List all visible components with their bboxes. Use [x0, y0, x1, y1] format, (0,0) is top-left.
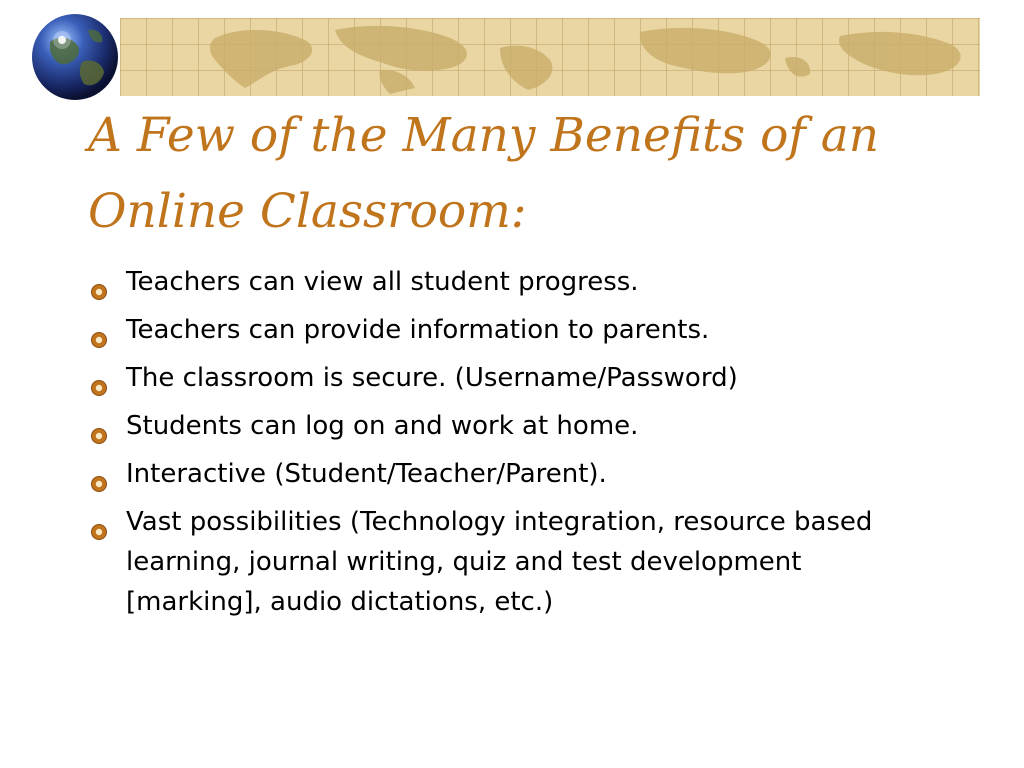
list-item — [88, 310, 928, 350]
world-map-banner — [120, 18, 980, 96]
list-item — [88, 358, 928, 398]
bullet-text: The classroom is secure. (Username/Password) — [126, 363, 738, 393]
list-item — [88, 502, 928, 622]
slide-title: A Few of the Many Benefits of an Online Classroom: — [88, 108, 880, 239]
bullet-text: Students can log on and work at home. — [126, 411, 639, 441]
bullet-text: Vast possibilities (Technology integration, resource based learning, journal writing, quiz and test development [marking], audio dictations, etc.) — [126, 507, 873, 617]
list-item — [88, 262, 928, 302]
list-item — [88, 454, 928, 494]
bullet-icon — [90, 465, 108, 483]
bullet-text: Interactive (Student/Teacher/Parent). — [126, 459, 607, 489]
list-item — [88, 406, 928, 446]
bullet-icon — [90, 369, 108, 387]
bullet-icon — [90, 321, 108, 339]
bullet-text: Teachers can provide information to parents. — [126, 315, 710, 345]
bullet-icon — [90, 417, 108, 435]
bullet-text: Teachers can view all student progress. — [126, 267, 639, 297]
bullet-icon — [90, 513, 108, 531]
bullet-list — [88, 262, 928, 630]
bullet-icon — [90, 273, 108, 291]
globe-icon — [30, 12, 120, 102]
